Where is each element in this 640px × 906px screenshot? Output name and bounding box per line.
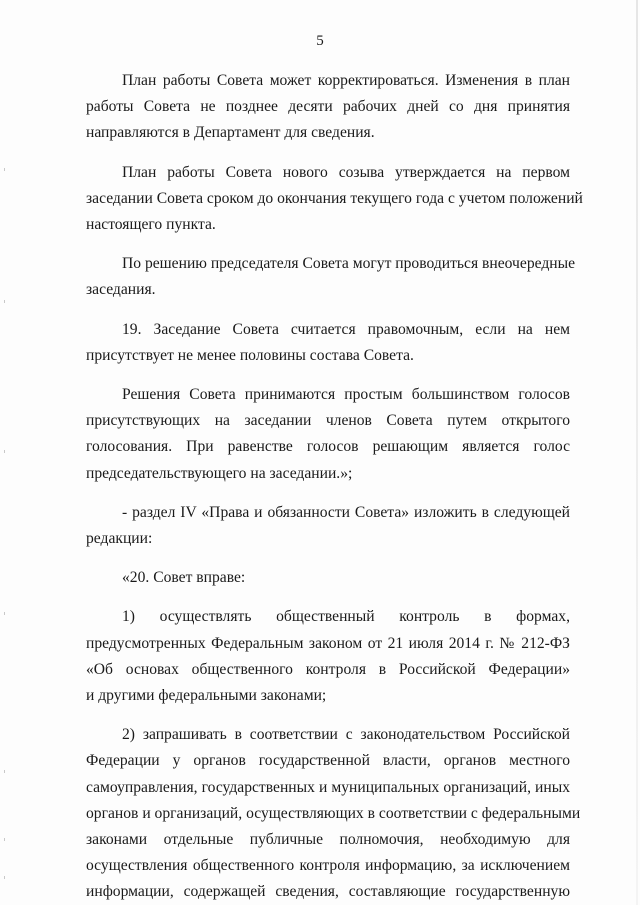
scan-edge-marks <box>2 0 8 905</box>
text-line: настоящего пункта. <box>86 216 216 234</box>
text-line: «Об основах общественного контроля в Российской Федерации» <box>86 660 570 678</box>
text-line: и другими федеральными законами; <box>86 687 327 705</box>
text-line: предусмотренных Федеральным законом от 21 июля 2014 г. № 212-ФЗ <box>86 634 570 652</box>
text-line: 1) осуществлять общественный контроль в формах, <box>122 608 570 626</box>
scan-right-edge <box>636 0 638 905</box>
text-line: Решения Совета принимаются простым большинством голосов <box>122 386 570 404</box>
text-line: 2) запрашивать в соответствии с законодательством Российской <box>122 726 570 744</box>
text-line: присутствует не менее половины состава Совета. <box>86 346 414 364</box>
text-line: 19. Заседание Совета считается правомочным, если на нем <box>122 320 570 338</box>
text-line: направляются в Департамент для сведения. <box>86 124 375 142</box>
paragraph-4 <box>86 317 570 369</box>
paragraph-7 <box>86 565 570 591</box>
paragraph-6 <box>86 500 570 552</box>
text-line: присутствующих на заседании членов Совета путем открытого <box>86 412 570 430</box>
text-line: «20. Совет вправе: <box>122 569 246 587</box>
paragraph-1 <box>86 68 570 147</box>
document-body <box>86 68 583 906</box>
text-line: заседании Совета сроком до окончания текущего года с учетом положений <box>86 189 583 207</box>
page-number: 5 <box>316 33 324 49</box>
text-line: - раздел IV «Права и обязанности Совета» изложить в следующей <box>122 503 570 521</box>
text-line: План работы Совета нового созыва утверждается на первом <box>122 163 570 181</box>
text-line: редакции: <box>86 530 153 548</box>
text-line: По решению председателя Совета могут проводиться внеочередные <box>122 255 576 273</box>
paragraph-2 <box>86 160 583 239</box>
text-line: законами отдельные публичные полномочия, необходимую для <box>86 831 570 849</box>
text-line: самоуправления, государственных и муниципальных организаций, иных <box>86 778 570 796</box>
paragraph-9 <box>86 722 581 905</box>
text-line: голосования. При равенстве голосов решающим является голос <box>86 438 570 456</box>
text-line: председательствующего на заседании.»; <box>86 464 353 482</box>
text-line: Федерации у органов государственной власти, органов местного <box>86 752 570 770</box>
text-line: План работы Совета может корректироваться. Изменения в план <box>122 72 570 89</box>
text-line: осуществления общественного контроля информацию, за исключением <box>86 857 570 875</box>
text-line: органов и организаций, осуществляющих в соответствии с федеральными <box>86 804 581 822</box>
paragraph-5 <box>86 382 570 487</box>
text-line: работы Совета не позднее десяти рабочих дней со дня принятия <box>86 98 570 116</box>
paragraph-8 <box>86 604 570 709</box>
text-line: заседания. <box>86 281 156 299</box>
paragraph-3 <box>86 251 576 303</box>
text-line: информации, содержащей сведения, составляющие государственную <box>86 883 570 901</box>
